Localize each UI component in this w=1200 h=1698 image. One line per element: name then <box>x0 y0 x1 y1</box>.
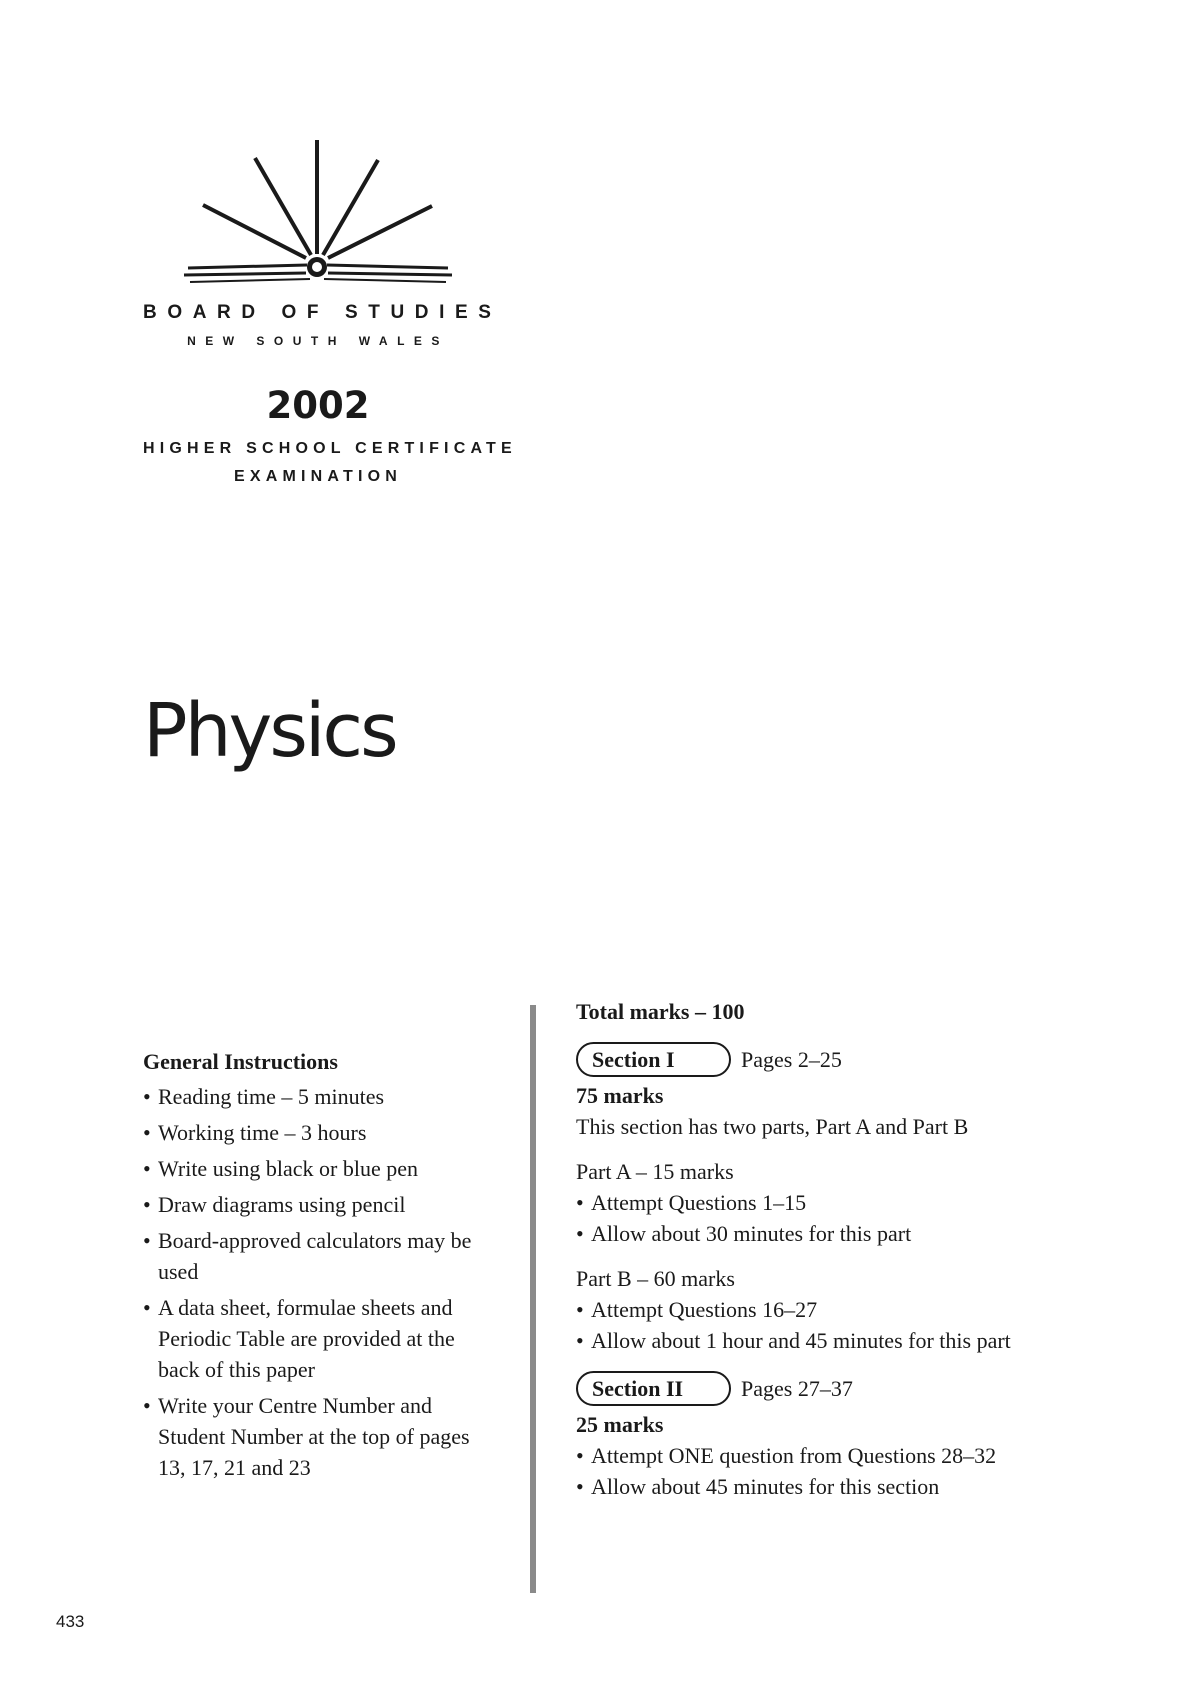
section-1-pages: Pages 2–25 <box>741 1046 842 1072</box>
exam-title: HIGHER SCHOOL CERTIFICATE <box>143 440 517 457</box>
exam-title-line2: EXAMINATION <box>233 468 402 485</box>
sunburst-book-logo-icon <box>180 138 460 288</box>
page-number: 433 <box>56 1612 85 1631</box>
organisation-name: BOARD OF STUDIES <box>143 302 502 323</box>
instructions-heading: General Instructions <box>143 1049 338 1074</box>
section-1-marks: 75 marks <box>576 1083 664 1108</box>
instruction-item: • Write using black or blue pen <box>143 1153 498 1184</box>
instruction-item: • Board-approved calculators may be used <box>143 1225 498 1287</box>
instruction-item: • Reading time – 5 minutes <box>143 1081 498 1112</box>
subject-title: Physics <box>143 688 396 774</box>
section-2-label: Section II <box>576 1371 731 1406</box>
section-1-label: Section I <box>576 1042 731 1077</box>
organisation-state: NEW SOUTH WALES <box>187 334 449 348</box>
section-2-item: • Allow about 45 minutes for this section <box>576 1471 1096 1502</box>
section-1-description: This section has two parts, Part A and Part B <box>576 1114 969 1139</box>
paper-structure <box>576 996 1096 1502</box>
total-marks: Total marks – 100 <box>576 999 745 1024</box>
instruction-item: • Draw diagrams using pencil <box>143 1189 498 1220</box>
instruction-item: • A data sheet, formulae sheets and Periodic Table are provided at the back of this paper <box>143 1292 498 1385</box>
part-b-item: • Attempt Questions 16–27 <box>576 1294 1096 1325</box>
part-a-item: • Allow about 30 minutes for this part <box>576 1218 1096 1249</box>
section-2-item: • Attempt ONE question from Questions 28–32 <box>576 1440 1096 1471</box>
instruction-item: • Write your Centre Number and Student Number at the top of pages 13, 17, 21 and 23 <box>143 1390 498 1483</box>
general-instructions <box>143 1046 498 1488</box>
exam-year: 2002 <box>266 384 370 427</box>
section-2-pages: Pages 27–37 <box>741 1375 853 1401</box>
section-1-header <box>576 1041 1096 1077</box>
section-2-marks: 25 marks <box>576 1412 664 1437</box>
part-a-item: • Attempt Questions 1–15 <box>576 1187 1096 1218</box>
part-b-item: • Allow about 1 hour and 45 minutes for this part <box>576 1325 1096 1356</box>
instructions-list <box>143 1081 498 1483</box>
column-divider <box>530 1005 536 1593</box>
section-2-header <box>576 1370 1096 1406</box>
part-b-title: Part B – 60 marks <box>576 1266 735 1291</box>
part-a-title: Part A – 15 marks <box>576 1159 734 1184</box>
instruction-item: • Working time – 3 hours <box>143 1117 498 1148</box>
